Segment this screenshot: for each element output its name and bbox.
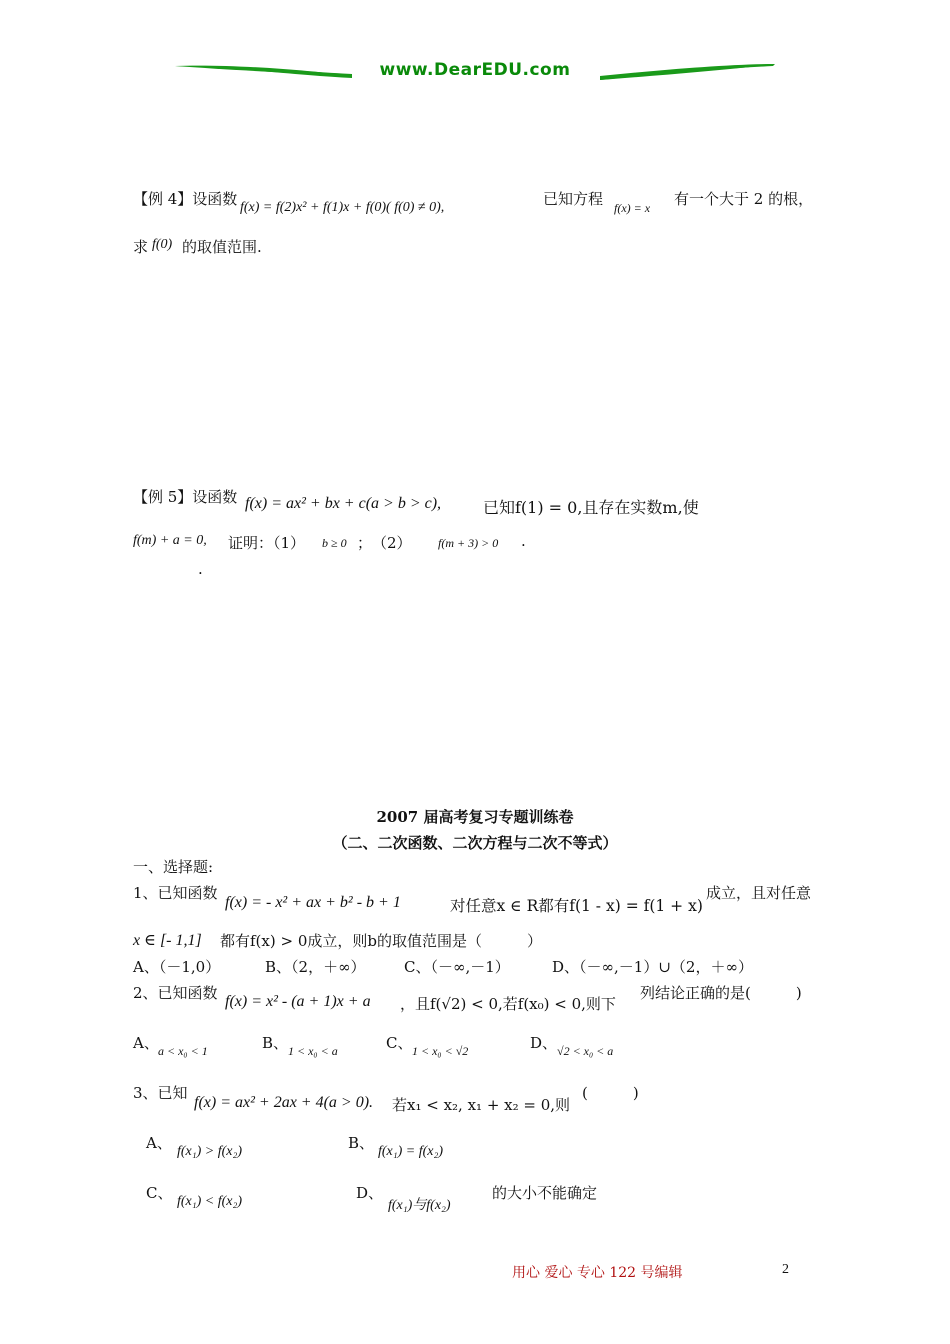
example5-prove-label: 证明：（1） [228, 534, 306, 552]
example5-label: 【例 5】设函数 [133, 488, 238, 506]
example4-line2-tail: 的取值范围. [182, 238, 262, 256]
example4-tail: 有一个大于 2 的根， [674, 190, 814, 208]
section-heading: 一、选择题: [133, 858, 214, 876]
exam-subtitle: （二、二次函数、二次方程与二次不等式） [332, 834, 618, 852]
example5-line2-formula: f(m) + a = 0, [133, 533, 207, 548]
q2-option-b-value: 1 < x₀ < a [288, 1044, 338, 1058]
example4-mid-text: 已知方程 [543, 190, 604, 208]
q3-option-a-label: A、 [146, 1134, 172, 1152]
q1-condition: 对任意x ∈ R都有f(1 - x) = f(1 + x) [450, 897, 703, 915]
example4-label: 【例 4】设函数 [133, 190, 238, 208]
q2-option-d-value: √2 < x₀ < a [557, 1044, 614, 1058]
q3-option-b-label: B、 [348, 1134, 375, 1152]
q3-option-c-value: f(x₁) < f(x₂) [177, 1194, 243, 1209]
q2-option-b-label: B、 [262, 1034, 289, 1052]
q2-condition: ，且f(√2) < 0,若f(x₀) < 0,则下 [400, 995, 616, 1013]
q2-option-c-value: 1 < x₀ < √2 [412, 1044, 469, 1058]
q2-option-c-label: C、 [386, 1034, 413, 1052]
header-banner [170, 52, 780, 92]
q3-option-d-value: f(x₁)与f(x₂) [388, 1198, 451, 1213]
example4-equation: f(x) = x [614, 201, 651, 215]
example4-formula: f(x) = f(2)x² + f(1)x + f(0)( f(0) ≠ 0), [240, 200, 445, 215]
example5-formula: f(x) = ax² + bx + c(a > b > c), [245, 495, 442, 512]
q1-option-a: A、（－1,0） [133, 958, 221, 976]
q2-lead: 2、已知函数 [133, 984, 218, 1002]
q3-option-d-tail: 的大小不能确定 [492, 1184, 598, 1202]
example5-part2: f(m + 3) > 0 [438, 536, 499, 550]
example5-condition: 已知f(1) = 0,且存在实数m,使 [483, 498, 699, 517]
q1-line2-math: x ∈ [- 1,1] [133, 932, 202, 949]
q1-tail: 成立，且对任意 [706, 884, 812, 902]
q2-option-a-label: A、 [133, 1034, 159, 1052]
example5-period: . [521, 532, 526, 550]
q3-condition: 若x₁ < x₂, x₁ + x₂ = 0,则 [392, 1096, 571, 1114]
example4-line2-lead: 求 [133, 238, 149, 256]
q1-line2-text: 都有f(x) > 0成立，则b的取值范围是（ ） [220, 932, 542, 950]
q3-paren: ( ) [582, 1084, 639, 1102]
footer-note: 用心 爱心 专心 122 号编辑 [512, 1265, 683, 1281]
q3-lead: 3、已知 [133, 1084, 188, 1102]
site-url: www.DearEDU.com [379, 60, 571, 80]
page-number: 2 [782, 1262, 789, 1277]
q1-option-c: C、（－∞,－1） [404, 958, 510, 976]
q3-option-a-value: f(x₁) > f(x₂) [177, 1144, 243, 1159]
q3-option-d-label: D、 [356, 1184, 384, 1202]
q2-option-d-label: D、 [530, 1034, 558, 1052]
q1-lead: 1、已知函数 [133, 884, 218, 902]
exam-title: 2007 届高考复习专题训练卷 [376, 808, 574, 826]
q2-tail: 列结论正确的是( ) [640, 984, 802, 1002]
q2-option-a-value: a < x₀ < 1 [158, 1044, 208, 1058]
example5-part1: b ≥ 0 [322, 536, 347, 550]
q1-formula: f(x) = - x² + ax + b² - b + 1 [225, 894, 401, 911]
q3-option-c-label: C、 [146, 1184, 173, 1202]
q3-option-b-value: f(x₁) = f(x₂) [378, 1144, 444, 1159]
q1-option-d: D、（－∞,－1）∪（2，＋∞） [552, 958, 753, 976]
example5-separator: ； （2） [357, 534, 412, 552]
example4-line2-math: f(0) [152, 237, 173, 252]
q2-formula: f(x) = x² - (a + 1)x + a [225, 993, 371, 1010]
q3-formula: f(x) = ax² + 2ax + 4(a > 0). [194, 1094, 374, 1111]
stray-dot: . [198, 560, 203, 578]
q1-option-b: B、（2，＋∞） [265, 958, 366, 976]
